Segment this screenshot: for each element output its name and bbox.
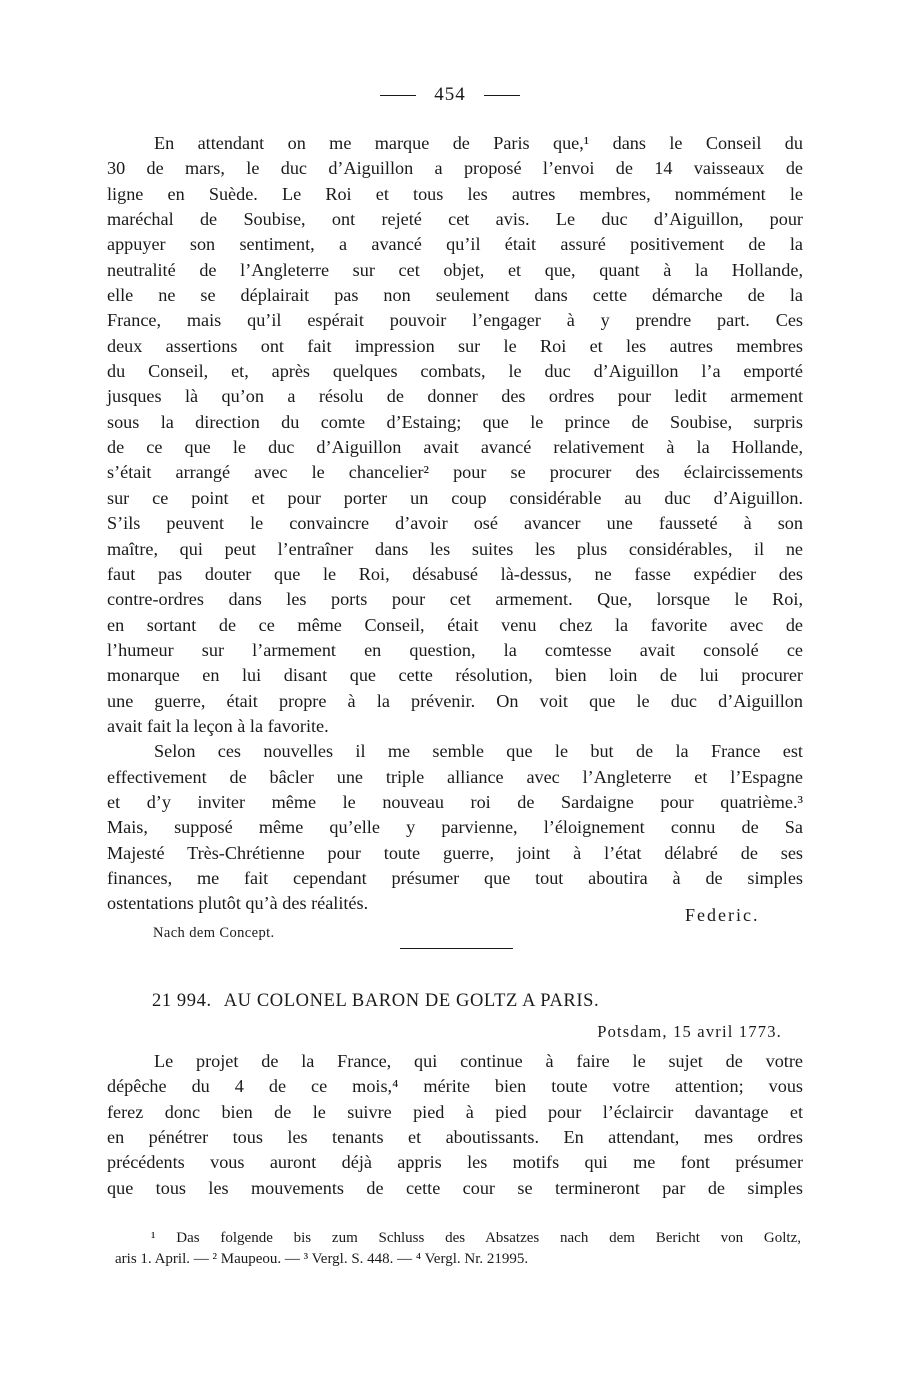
header-dash-right	[484, 95, 520, 96]
document-place-date: Potsdam, 15 avril 1773.	[597, 1022, 782, 1041]
page-header	[0, 84, 900, 106]
footnote-line: ¹ Das folgende bis zum Schluss des Absatzes nach dem Bericht von Goltz,	[151, 1230, 801, 1246]
footnotes	[115, 1228, 801, 1270]
body-line: de ce que le duc d’Aiguillon avait avancé relativement à la Hollande,	[107, 437, 803, 458]
body-line: et d’y inviter même le nouveau roi de Sardaigne pour quatrième.³	[107, 791, 803, 812]
body-line: Mais, supposé même qu’elle y parvienne, l’éloignement connu de Sa	[107, 817, 803, 838]
body2-line: en pénétrer tous les tenants et aboutissants. En attendant, mes ordres	[107, 1127, 803, 1148]
body-line: sur ce point et pour porter un coup considérable au duc d’Aiguillon.	[107, 487, 803, 508]
body-line: du Conseil, et, après quelques combats, le duc d’Aiguillon l’a emporté	[107, 361, 803, 382]
signature: Federic.	[685, 905, 760, 925]
body-line: deux assertions ont fait impression sur le Roi et les autres membres	[107, 335, 803, 356]
body-line: S’ils peuvent le convaincre d’avoir osé avancer une fausseté à son	[107, 513, 803, 534]
document-title: AU COLONEL BARON DE GOLTZ A PARIS.	[223, 991, 600, 1011]
body2-line: précédents vous auront déjà appris les motifs qui me font présumer	[107, 1152, 803, 1173]
body-line: ostentations plutôt qu’à des réalités.	[107, 893, 369, 914]
document-number: 21 994.	[152, 991, 212, 1011]
body-line: En attendant on me marque de Paris que,¹ dans le Conseil du	[154, 133, 803, 153]
body-line: ligne en Suède. Le Roi et tous les autres membres, nommément le	[107, 183, 803, 204]
document-heading	[152, 991, 599, 1012]
footnote-line: aris 1. April. — ² Maupeou. — ³ Vergl. S. 448. — ⁴ Vergl. Nr. 21995.	[115, 1251, 529, 1267]
body-line: neutralité de l’Angleterre sur cet objet, et que, quant à la Hollande,	[107, 259, 803, 280]
letter2-body	[107, 1049, 803, 1201]
body-line: faut pas douter que le Roi, désabusé là-dessus, ne fasse expédier des	[107, 563, 803, 584]
source-note: Nach dem Concept.	[153, 925, 275, 941]
body-line: une guerre, était propre à la prévenir. On voit que le duc d’Aiguillon	[107, 690, 803, 711]
body-line: appuyer son sentiment, a avancé qu’il était assuré positivement de la	[107, 234, 803, 255]
body-line: Selon ces nouvelles il me semble que le but de la France est	[154, 741, 803, 762]
body-line: France, mais qu’il espérait pouvoir l’engager à y prendre part. Ces	[107, 310, 803, 331]
body-line: sous la direction du comte d’Estaing; que le prince de Soubise, surpris	[107, 411, 803, 432]
body-line: l’humeur sur l’armement en question, la comtesse avait consolé ce	[107, 639, 803, 660]
section-divider	[400, 948, 513, 949]
body-line: avait fait la leçon à la favorite.	[107, 715, 329, 736]
body2-line: dépêche du 4 de ce mois,⁴ mérite bien toute votre attention; vous	[107, 1076, 803, 1097]
body-line: maître, qui peut l’entraîner dans les suites les plus considérables, il ne	[107, 538, 803, 559]
body-line: 30 de mars, le duc d’Aiguillon a proposé l’envoi de 14 vaisseaux de	[107, 158, 803, 179]
body-line: en sortant de ce même Conseil, était venu chez la favorite avec de	[107, 614, 803, 635]
body-line: Majesté Très-Chrétienne pour toute guerre, joint à l’état délabré de ses	[107, 842, 803, 863]
letter-body	[107, 131, 803, 917]
body-line: effectivement de bâcler une triple alliance avec l’Angleterre et l’Espagne	[107, 766, 803, 787]
body2-line: Le projet de la France, qui continue à faire le sujet de votre	[154, 1051, 803, 1071]
body2-line: que tous les mouvements de cette cour se termineront par de simples	[107, 1177, 803, 1198]
body-line: monarque en lui disant que cette résolution, bien loin de lui procurer	[107, 665, 803, 686]
body-line: contre-ordres dans les ports pour cet armement. Que, lorsque le Roi,	[107, 589, 803, 610]
body-line: maréchal de Soubise, ont rejeté cet avis. Le duc d’Aiguillon, pour	[107, 209, 803, 230]
body2-line: ferez donc bien de le suivre pied à pied pour l’éclaircir davantage et	[107, 1101, 803, 1122]
body-line: elle ne se déplairait pas non seulement dans cette démarche de la	[107, 285, 803, 306]
body-line: finances, me fait cependant présumer que tout aboutira à de simples	[107, 867, 803, 888]
header-dash-left	[380, 95, 416, 96]
page-number: 454	[434, 84, 466, 105]
body-line: s’était arrangé avec le chancelier² pour se procurer des éclaircissements	[107, 462, 803, 483]
body-line: jusques là qu’on a résolu de donner des ordres pour ledit armement	[107, 386, 803, 407]
